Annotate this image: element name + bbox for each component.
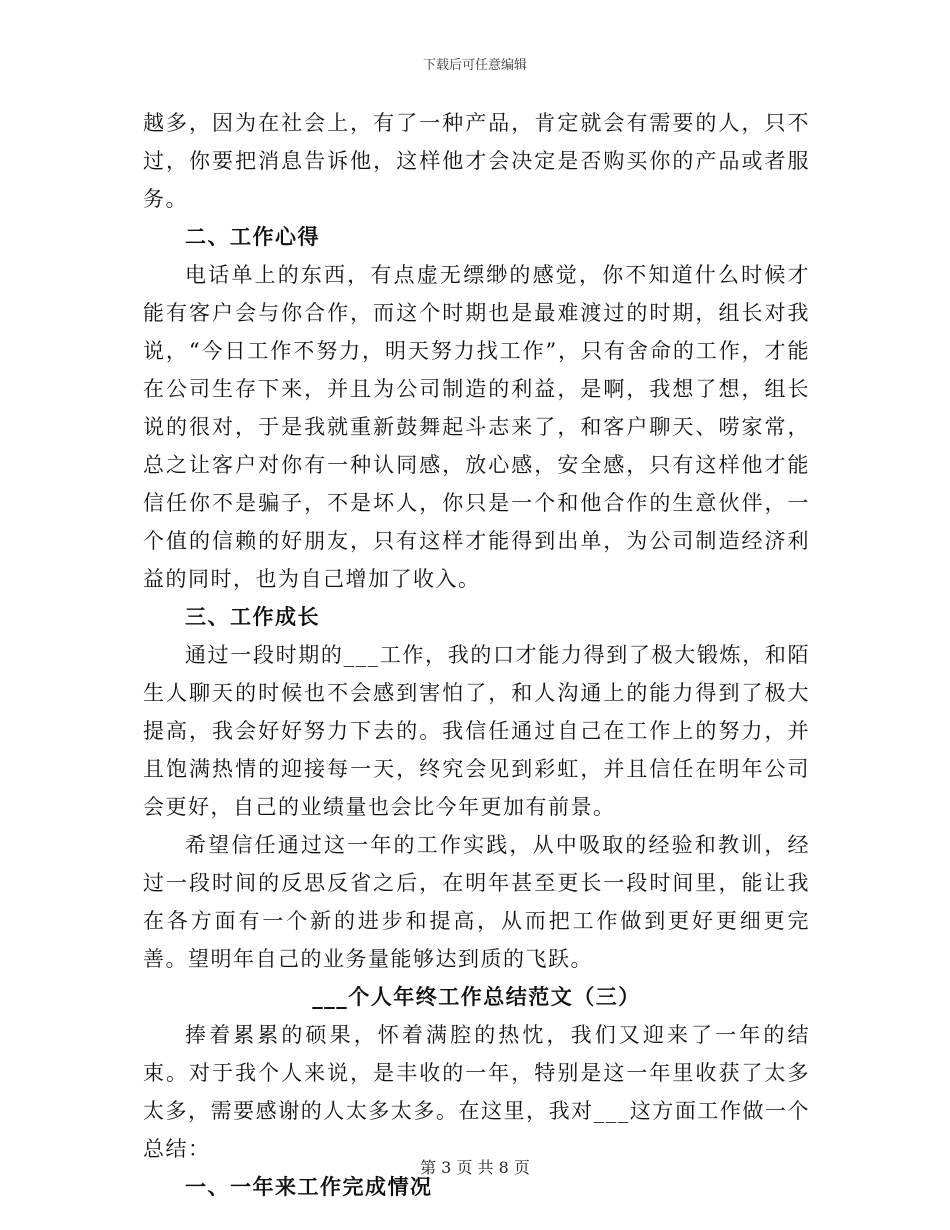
header-note: 下载后可任意编辑 bbox=[422, 58, 527, 73]
paragraph-hope: 希望信任通过这一年的工作实践，从中吸取的经验和教训，经过一段时间的反思反省之后，在明年甚至更长一段时间里，能让我在各方面有一个新的进步和提高，从而把工作做到更好更细更完善。望明年自己的业务量能够达到质的飞跃。 bbox=[143, 833, 810, 971]
paragraph-intro: 捧着累累的硕果，怀着满腔的热忱，我们又迎来了一年的结束。对于我个人来说，是丰收的一年，特别是这一年里收获了太多太多，需要感谢的人太多太多。在这里，我对___这方面工作做一个总结： bbox=[143, 1023, 810, 1161]
document-title: ___个人年终工作总结范文（三） bbox=[312, 984, 641, 1009]
paragraph-work-growth: 通过一段时期的___工作，我的口才能力得到了极大锻炼，和陌生人聊天的时候也不会感到害怕了，和人沟通上的能力得到了极大提高，我会好好努力下去的。我信任通过自己在工作上的努力，并且饱满热情的迎接每一天，终究会见到彩虹，并且信任在明年公司会更好，自己的业绩量也会比今年更加有前景。 bbox=[143, 643, 810, 819]
document-body bbox=[143, 104, 810, 1206]
section-heading-work-growth: 三、工作成长 bbox=[185, 604, 320, 629]
section-heading-completion: 一、一年来工作完成情况 bbox=[185, 1174, 433, 1199]
paragraph-continued: 越多，因为在社会上，有了一种产品，肯定就会有需要的人，只不过，你要把消息告诉他，这样他才会决定是否购买你的产品或者服务。 bbox=[143, 111, 810, 211]
section-heading-work-insights: 二、工作心得 bbox=[185, 224, 320, 249]
paragraph-work-insights: 电话单上的东西，有点虚无缥缈的感觉，你不知道什么时候才能有客户会与你合作，而这个时期也是最难渡过的时期，组长对我说，“今日工作不努力，明天努力找工作”，只有舍命的工作，才能在公司生存下来，并且为公司制造的利益，是啊，我想了想，组长说的很对，于是我就重新鼓舞起斗志来了，和客户聊天、唠家常，总之让客户对你有一种认同感，放心感，安全感，只有这样他才能信任你不是骗子，不是坏人，你只是一个和他合作的生意伙伴，一个值的信赖的好朋友，只有这样才能得到出单，为公司制造经济利益的同时，也为自己增加了收入。 bbox=[143, 263, 810, 591]
page-number: 第 3 页 共 8 页 bbox=[420, 1158, 530, 1177]
